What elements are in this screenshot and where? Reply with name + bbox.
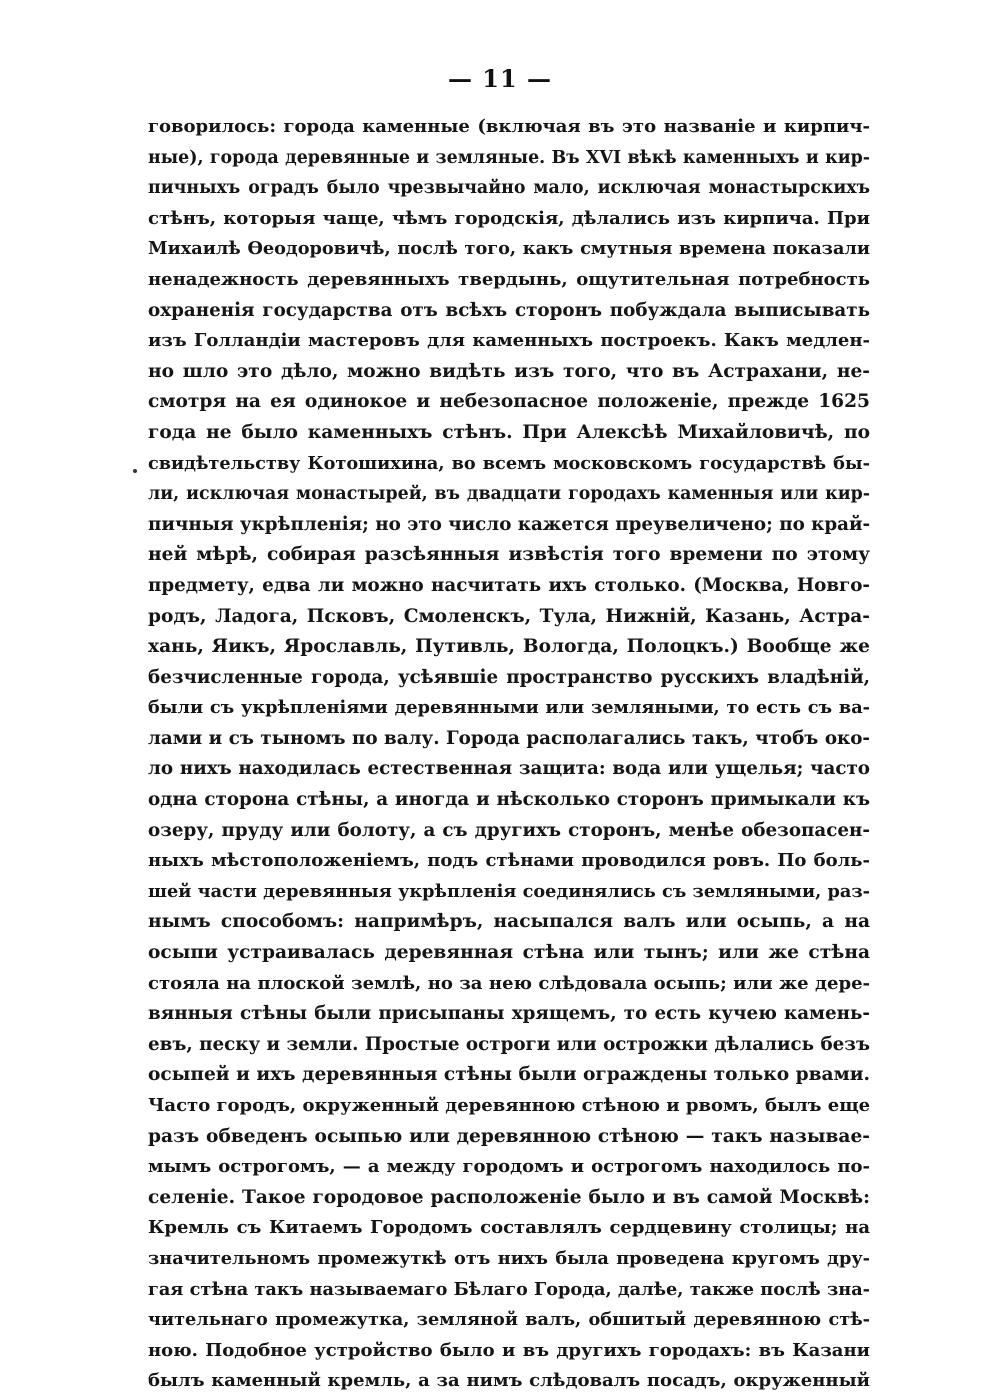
text-line: мымъ острогомъ, — а между городомъ и острогомъ находилось по- [148,1156,870,1178]
text-line: селеніе. Такое городовое расположеніе было и въ самой Москвѣ: [148,1186,870,1208]
text-line: лами и съ тыномъ по валу. Города располагались такъ, чтобъ око- [148,727,870,749]
text-line: но шло это дѣло, можно видѣть изъ того, что въ Астрахани, не- [148,360,870,382]
text-line: былъ каменный кремль, а за нимъ слѣдовалъ посадъ, окруженный [148,1370,870,1392]
text-line: шей части деревянныя укрѣпленія соединялись съ земляными, раз- [148,880,870,902]
text-line: охраненія государства отъ всѣхъ сторонъ побуждала выписывать [148,299,870,321]
text-line: смотря на ея одинокое и небезопасное положеніе, прежде 1625 [148,391,870,413]
text-line: безчисленные города, усѣявшіе пространство русскихъ владѣній, [148,666,870,688]
text-line: вянныя стѣны были присыпаны хрящемъ, то есть кучею камень- [148,1003,870,1025]
text-line: нымъ способомъ: напримѣръ, насыпался валъ или осыпь, а на [148,911,870,933]
text-line: чительнаго промежутка, земляной валъ, обшитый деревянною стѣ- [148,1309,870,1331]
text-line: гая стѣна такъ называемаго Бѣлаго Города, далѣе, также послѣ зна- [148,1278,870,1300]
text-line: значительномъ промежуткѣ отъ нихъ была проведена кругомъ дру- [148,1247,870,1269]
text-line: ли, исключая монастырей, въ двадцати городахъ каменныя или кир- [148,484,870,505]
text-line: года не было каменныхъ стѣнъ. При Алексѣѣ Михайловичѣ, по [148,421,870,443]
text-line: хань, Яикъ, Ярославль, Путивль, Вологда, Полоцкъ.) Вообще же [148,636,870,658]
text-line: изъ Голландіи мастеровъ для каменныхъ построекъ. Какъ медлен- [148,330,870,352]
text-line: стояла на плоской землѣ, но за нею слѣдовала осыпь; или же дере- [148,972,870,994]
text-line: ные), города деревянные и земляные. Въ XVI вѣкѣ каменныхъ и кир- [148,147,870,168]
body-text [148,112,870,1397]
text-line: ло нихъ находилась естественная защита: вода или ущелья; часто [148,758,870,780]
text-line: ненадежность деревянныхъ твердынь, ощутительная потребность [148,268,870,290]
text-line: одна сторона стѣны, а иногда и нѣсколько сторонъ примыкали къ [148,789,870,811]
text-line: ней мѣрѣ, собирая разсѣянныя извѣстія того времени по этому [148,544,870,566]
page-number: — 11 — [447,64,553,93]
margin-ink-speck [133,469,137,473]
text-line: Кремль съ Китаемъ Городомъ составлялъ сердцевину столицы; на [148,1217,870,1239]
text-line: разъ обведенъ осыпью или деревянною стѣною — такъ называе- [148,1125,870,1147]
text-line: пичныя укрѣпленія; но это число кажется преувеличено; по край- [148,513,871,535]
text-line: ною. Подобное устройство было и въ другихъ городахъ: въ Казани [148,1339,870,1361]
text-line: говорилось: города каменные (включая въ это названіе и кирпич- [148,116,870,137]
text-line: стѣнъ, которыя чаще, чѣмъ городскія, дѣлались изъ кирпича. При [148,207,870,229]
text-line: были съ укрѣпленіями деревянными или земляными, то есть съ ва- [148,697,870,719]
text-line: родъ, Ладога, Псковъ, Смоленскъ, Тула, Нижній, Казань, Астра- [148,605,870,627]
text-line: осыпи устраивалась деревянная стѣна или тынъ; или же стѣна [148,942,870,964]
text-line: свидѣтельству Котошихина, во всемъ московскомъ государствѣ бы- [148,452,870,474]
text-line: озеру, пруду или болоту, а съ другихъ сторонъ, менѣе обезопасен- [148,819,870,841]
text-line: ныхъ мѣстоположеніемъ, подъ стѣнами проводился ровъ. По боль- [148,850,870,872]
text-line: осыпей и ихъ деревянныя стѣны были ограждены только рвами. [148,1064,870,1086]
text-line: Михаилѣ Ѳеодоровичѣ, послѣ того, какъ смутныя времена показали [148,238,870,260]
text-line: предмету, едва ли можно насчитать ихъ столько. (Москва, Новго- [148,574,870,596]
text-line: Часто городъ, окруженный деревянною стѣною и рвомъ, былъ еще [148,1095,871,1116]
text-line: пичныхъ оградъ было чрезвычайно мало, исключая монастырскихъ [148,178,870,199]
text-line: евъ, песку и земли. Простые остроги или острожки дѣлались безъ [148,1033,870,1055]
